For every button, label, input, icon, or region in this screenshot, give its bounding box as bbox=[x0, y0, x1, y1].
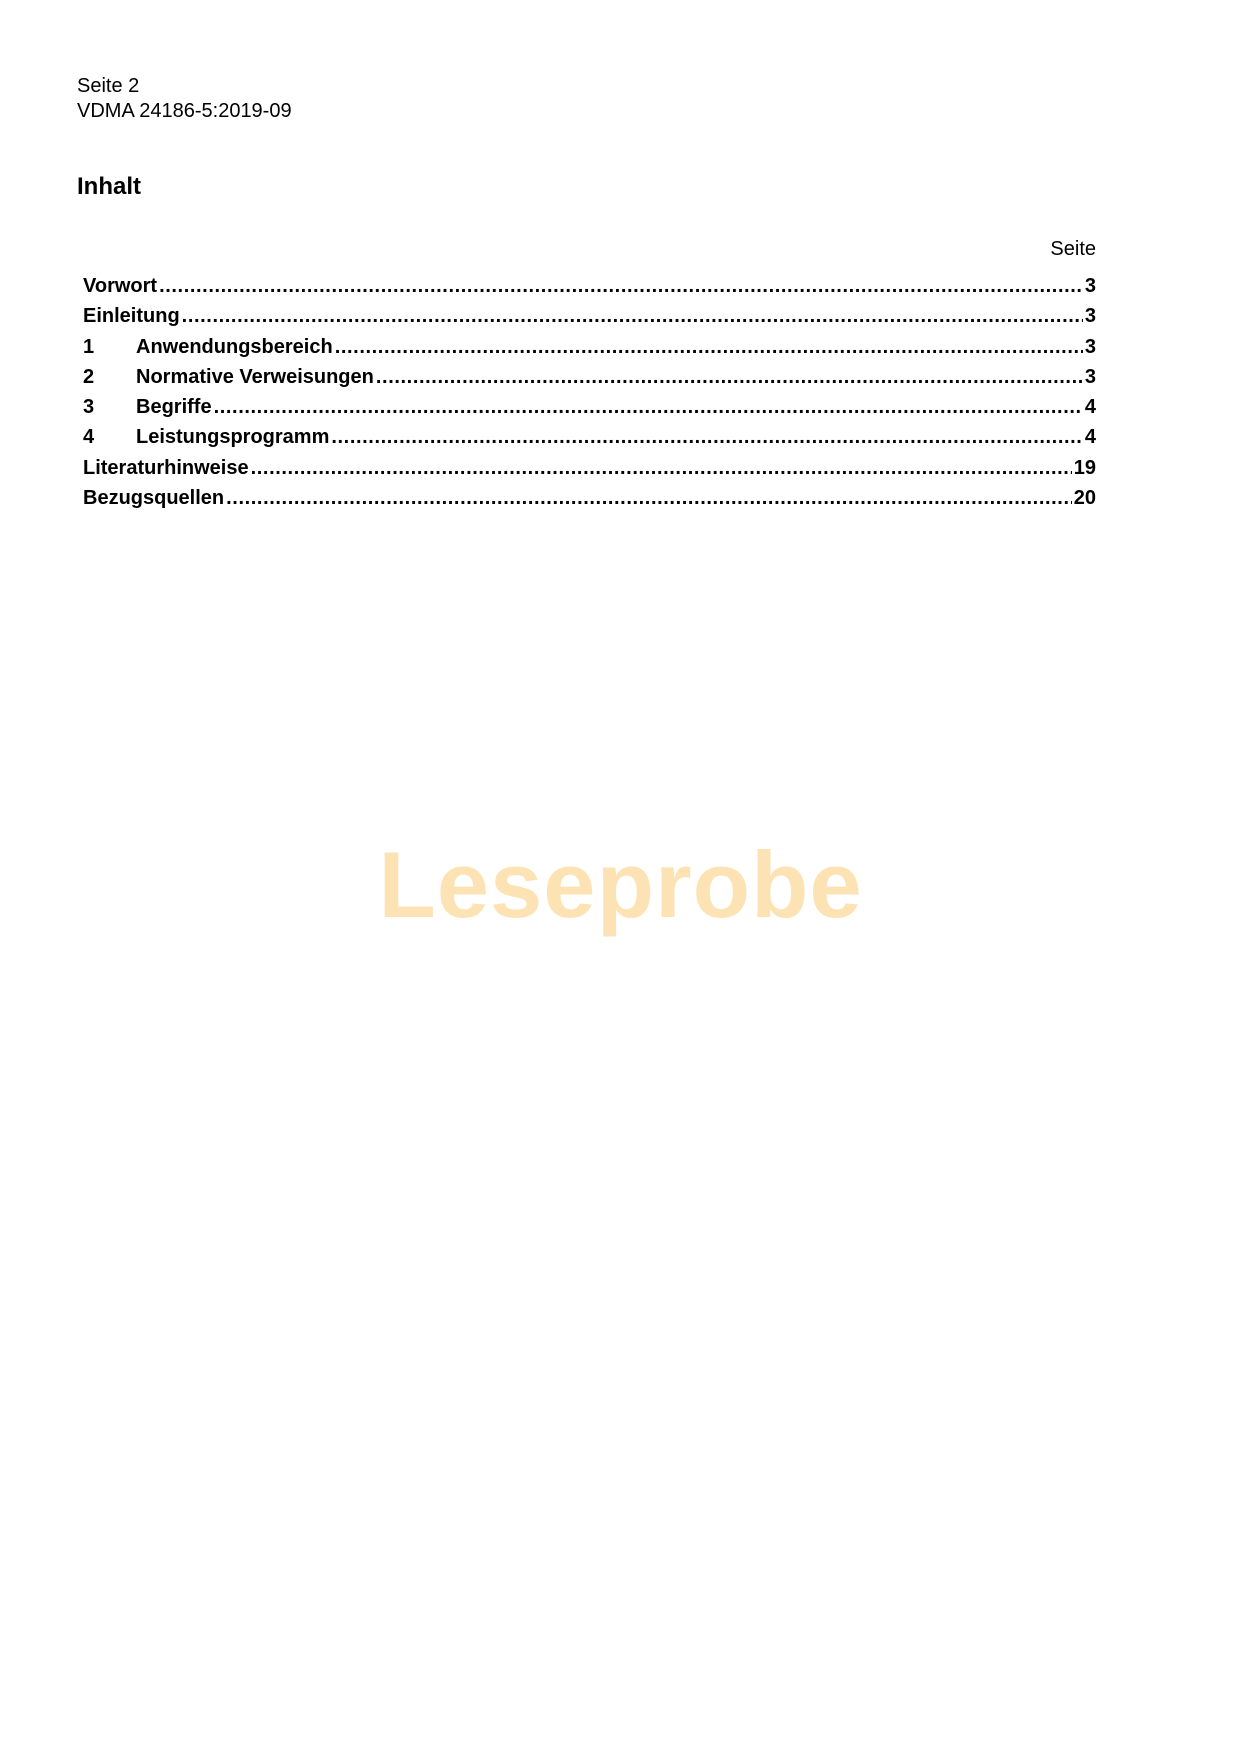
toc-entry-number: 1 bbox=[83, 335, 95, 358]
toc-dot-leader bbox=[376, 362, 1083, 392]
toc-dot-leader bbox=[182, 301, 1083, 331]
toc-entry-label: Bezugsquellen bbox=[83, 487, 225, 510]
page-number: Seite 2 bbox=[77, 75, 140, 97]
toc-entry-label: Begriffe bbox=[136, 396, 212, 419]
toc-entry-page: 4 bbox=[1084, 426, 1096, 449]
toc-entry-literaturhinweise[interactable] bbox=[83, 453, 1096, 483]
toc-entry-label: Leistungsprogramm bbox=[136, 426, 330, 449]
toc-entry-label: Vorwort bbox=[83, 275, 158, 297]
toc-dot-leader bbox=[159, 271, 1083, 301]
table-of-contents bbox=[83, 271, 1096, 513]
toc-entry-label: Anwendungsbereich bbox=[136, 335, 333, 358]
toc-entry-anwendungsbereich[interactable] bbox=[83, 332, 1096, 362]
toc-entry-page: 19 bbox=[1073, 456, 1096, 479]
toc-entry-normative-verweisungen[interactable] bbox=[83, 362, 1096, 392]
page-header bbox=[77, 74, 292, 124]
toc-entry-label: Literaturhinweise bbox=[83, 456, 249, 479]
toc-entry-einleitung[interactable] bbox=[83, 301, 1096, 331]
toc-dot-leader bbox=[226, 483, 1072, 513]
toc-dot-leader bbox=[335, 332, 1083, 362]
toc-entry-number: 2 bbox=[83, 365, 95, 388]
toc-entry-number: 3 bbox=[83, 396, 95, 419]
toc-entry-page: 3 bbox=[1084, 275, 1096, 297]
toc-entry-page: 3 bbox=[1084, 335, 1096, 358]
toc-title: Inhalt bbox=[77, 173, 141, 200]
toc-entry-label: Normative Verweisungen bbox=[136, 365, 374, 388]
toc-entry-begriffe[interactable] bbox=[83, 392, 1096, 422]
watermark: Leseprobe bbox=[378, 832, 863, 937]
toc-entry-page: 4 bbox=[1084, 396, 1096, 419]
toc-page-column-label: Seite bbox=[1050, 238, 1096, 260]
document-id: VDMA 24186-5:2019-09 bbox=[77, 100, 292, 122]
toc-dot-leader bbox=[331, 422, 1083, 452]
toc-entry-page: 3 bbox=[1084, 305, 1096, 328]
toc-entry-label: Einleitung bbox=[83, 305, 180, 328]
toc-dot-leader bbox=[214, 392, 1083, 422]
toc-entry-bezugsquellen[interactable] bbox=[83, 483, 1096, 513]
toc-entry-page: 3 bbox=[1084, 365, 1096, 388]
toc-entry-vorwort[interactable] bbox=[83, 271, 1096, 301]
toc-dot-leader bbox=[251, 453, 1072, 483]
toc-entry-page: 20 bbox=[1073, 487, 1096, 510]
toc-entry-number: 4 bbox=[83, 426, 95, 449]
toc-entry-leistungsprogramm[interactable] bbox=[83, 422, 1096, 452]
